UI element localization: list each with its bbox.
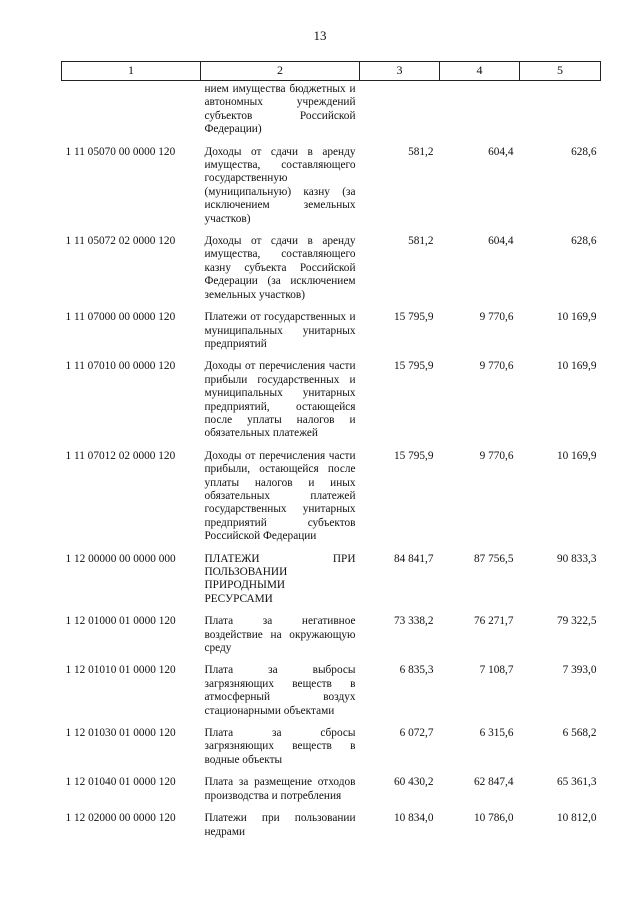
- budget-code: 1 11 05070 00 0000 120: [65, 145, 176, 158]
- value-col-5: 10 169,9: [556, 449, 597, 462]
- budget-code: 1 11 07000 00 0000 120: [65, 311, 176, 324]
- value-col-3: 6 835,3: [399, 664, 434, 677]
- table-row: [62, 146, 601, 226]
- column-header-2: 2: [201, 62, 360, 81]
- column-header-5: 5: [520, 62, 601, 81]
- revenue-name: Доходы от перечисления части прибыли, остающейся после уплаты налогов и иных обязательных платежей государственных унитарных предприятий субъектов Российской Федерации: [204, 449, 356, 543]
- page-number: 13: [313, 28, 327, 43]
- table-row: [62, 360, 601, 440]
- value-col-5: 79 322,5: [556, 615, 597, 628]
- revenue-name: Плата за выбросы загрязняющих веществ в атмосферный воздух стационарными объектами: [204, 664, 356, 717]
- value-col-3: 84 841,7: [393, 552, 434, 565]
- value-col-4: 10 786,0: [473, 812, 514, 825]
- revenue-name: Платежи от государственных и муниципальных унитарных предприятий: [204, 311, 356, 350]
- value-col-3: [360, 81, 440, 137]
- value-col-4: 9 770,6: [479, 311, 514, 324]
- value-col-4: 87 756,5: [473, 552, 514, 565]
- table-row: [62, 311, 601, 351]
- value-col-4: 7 108,7: [479, 664, 514, 677]
- table-row: [62, 776, 601, 803]
- value-col-5: 6 568,2: [562, 727, 597, 740]
- column-header-3: 3: [360, 62, 440, 81]
- value-col-4: [440, 81, 520, 137]
- table-row: [62, 81, 601, 137]
- value-col-4: 62 847,4: [473, 776, 514, 789]
- value-col-5: 628,6: [571, 145, 597, 158]
- value-col-4: 76 271,7: [473, 615, 514, 628]
- value-col-3: 6 072,7: [399, 727, 434, 740]
- revenue-name: Доходы от перечисления части прибыли государственных и муниципальных унитарных предприятий, остающейся после уплаты налогов и обязательных платежей: [204, 360, 356, 440]
- budget-code: 1 11 07012 02 0000 120: [65, 449, 176, 462]
- budget-code: 1 12 01000 01 0000 120: [65, 615, 176, 628]
- value-col-3: 581,2: [408, 235, 434, 248]
- table-row: [62, 450, 601, 544]
- value-col-3: 15 795,9: [393, 449, 434, 462]
- budget-code: 1 12 00000 00 0000 000: [65, 552, 176, 565]
- table-row: [62, 664, 601, 718]
- value-col-5: 10 169,9: [556, 360, 597, 373]
- value-col-5: 10 169,9: [556, 311, 597, 324]
- budget-code: 1 12 01040 01 0000 120: [65, 776, 176, 789]
- revenue-table: [61, 61, 601, 839]
- value-col-3: 73 338,2: [393, 615, 434, 628]
- value-col-4: 604,4: [488, 145, 514, 158]
- revenue-name: нием имущества бюджетных и автономных учреждений субъектов Российской Федерации): [204, 83, 356, 136]
- budget-code: 1 11 05072 02 0000 120: [65, 235, 176, 248]
- table-row: [62, 812, 601, 839]
- value-col-4: 6 315,6: [479, 727, 514, 740]
- value-col-3: 60 430,2: [393, 776, 434, 789]
- value-col-5: 65 361,3: [556, 776, 597, 789]
- revenue-name: Плата за сбросы загрязняющих веществ в водные объекты: [204, 727, 356, 766]
- value-col-4: 9 770,6: [479, 360, 514, 373]
- value-col-3: 10 834,0: [393, 812, 434, 825]
- value-col-3: 15 795,9: [393, 360, 434, 373]
- value-col-3: 15 795,9: [393, 311, 434, 324]
- value-col-4: 9 770,6: [479, 449, 514, 462]
- revenue-name: ПЛАТЕЖИ ПРИ ПОЛЬЗОВАНИИ ПРИРОДНЫМИ РЕСУРСАМИ: [204, 552, 356, 605]
- revenue-name: Плата за негативное воздействие на окружающую среду: [204, 615, 356, 655]
- budget-code: 1 11 07010 00 0000 120: [65, 360, 176, 373]
- table-row: [62, 727, 601, 767]
- value-col-4: 604,4: [488, 235, 514, 248]
- revenue-name: Доходы от сдачи в аренду имущества, составляющего казну субъекта Российской Федерации (за исключением земельных участков): [204, 235, 356, 301]
- budget-code: 1 12 01030 01 0000 120: [65, 727, 176, 740]
- table-header: [62, 62, 601, 81]
- column-header-4: 4: [440, 62, 520, 81]
- value-col-5: 10 812,0: [556, 812, 597, 825]
- value-col-5: 7 393,0: [562, 664, 597, 677]
- column-header-1: 1: [62, 62, 201, 81]
- revenue-name: Доходы от сдачи в аренду имущества, составляющего государственную (муниципальную) казну (за исключением земельных участков): [204, 145, 356, 225]
- budget-code: [62, 81, 201, 137]
- revenue-name: Плата за размещение отходов производства и потребления: [204, 776, 356, 802]
- revenue-name: Платежи при пользовании недрами: [204, 812, 356, 838]
- value-col-5: 90 833,3: [556, 552, 597, 565]
- value-col-5: [520, 81, 601, 137]
- value-col-5: 628,6: [571, 235, 597, 248]
- table-row: [62, 235, 601, 302]
- budget-code: 1 12 01010 01 0000 120: [65, 664, 176, 677]
- budget-code: 1 12 02000 00 0000 120: [65, 812, 176, 825]
- table-row: [62, 553, 601, 607]
- value-col-3: 581,2: [408, 145, 434, 158]
- table-row: [62, 615, 601, 655]
